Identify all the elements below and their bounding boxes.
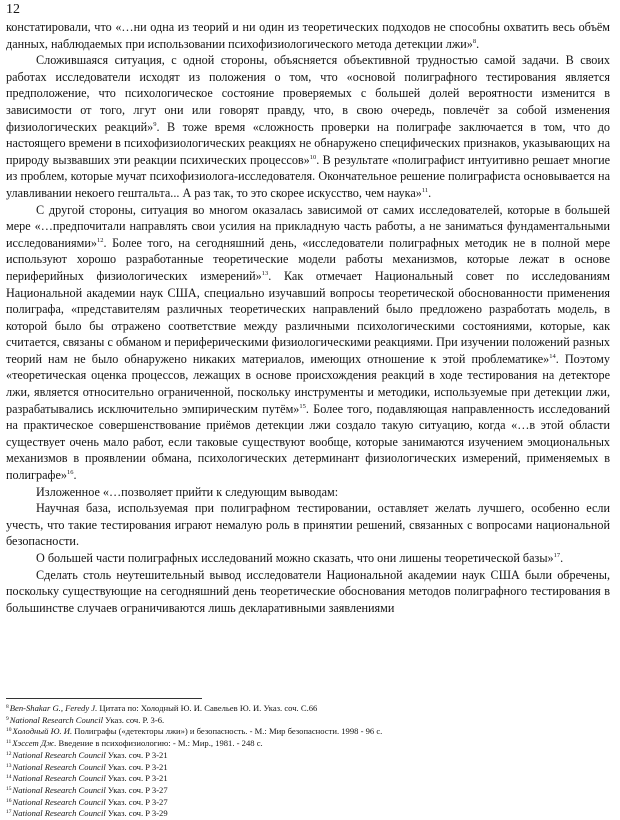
paragraph xyxy=(6,484,610,501)
footnote xyxy=(6,761,610,773)
footnote-number: 16 xyxy=(6,797,12,804)
footnote-author: Холодный Ю. И. xyxy=(12,726,73,737)
text-run: С другой стороны, ситуация во многом оказалась зависимой от самих исследователей, которые в большей мере «…предпочитали направлять свои усилия на прикладную часть работы, а не заниматься фундаментальными исследованиями» xyxy=(6,202,610,250)
footnote-author: National Research Council xyxy=(12,808,106,819)
footnote-ref[interactable]: 15 xyxy=(299,402,306,410)
text-run: . Поэтому «теоретическая оценка процессов, лежащих в основе происхождения реакций в ходе тестирования на детекторе лжи, является относительно ограниченной, поскольку инструменты и методики, используемые при детекции лжи, разрабатывались исключительно эмпирическим путём» xyxy=(6,351,610,416)
footnote-ref[interactable]: 11 xyxy=(421,186,429,194)
text-run: Сделать столь неутешительный вывод исследователи Национальной академии наук США были обречены, поскольку существующие на сегодняшний день теоретические обоснования методов полиграфного тестирования в большинстве случаев ограничиваются лишь декларативными заявлениями xyxy=(6,567,610,615)
text-run: . В тоже время «сложность проверки на полиграфе заключается в том, что до настоящего времени в психофизиологических реакциях не обнаружено специфических признаков, указывающих на природу вызвавших эти реакции психических процессов» xyxy=(6,119,610,167)
text-run: . В результате «полиграфист интуитивно решает многие из проблем, которые мучат психофизиолога-исследователя. Окончательное решение полиграфиста основывается на улавливании некоего гештальта... А раз так, то это скорее искусство, чем наука» xyxy=(6,152,610,200)
footnote xyxy=(6,725,610,737)
footnote-ref[interactable]: 9 xyxy=(153,120,157,128)
paragraph xyxy=(6,202,610,484)
footnote xyxy=(6,784,610,796)
footnote xyxy=(6,702,610,714)
footnote xyxy=(6,772,610,784)
footnote-text: Указ. соч. Р. 3-6. xyxy=(103,714,165,725)
footnote-number: 17 xyxy=(6,809,12,816)
footnote xyxy=(6,737,610,749)
footnote-ref[interactable]: 17 xyxy=(553,552,561,559)
footnote-text: Полиграфы («детекторы лжи») и безопасность. - М.: Мир безопасности. 1998 - 96 с. xyxy=(72,726,383,737)
text-run: О большей части полиграфных исследований можно сказать, что они лишены теоретической базы» xyxy=(36,551,554,565)
text-run: Научная база, используемая при полиграфном тестировании, оставляет желать лучшего, особенно если учесть, что такие тестирования играют немалую роль в принятии решений, связанных с вопросами национальной безопасности. xyxy=(6,501,610,549)
text-run: . xyxy=(560,551,564,565)
text-run: констатировали, что «…ни одна из теорий и ни один из теоретических подходов не способны охватить весь объём данных, наблюдаемых при использовании психофизиологического метода детекции лжи» xyxy=(6,20,610,51)
footnote-author: Ben-Shakar G., Feredy J. xyxy=(9,703,98,713)
footnote-ref[interactable]: 13 xyxy=(261,269,269,277)
footnote xyxy=(6,796,610,808)
footnote xyxy=(6,714,610,726)
footnote-number: 14 xyxy=(6,774,12,781)
footnote-number: 11 xyxy=(6,739,12,746)
footnote-ref[interactable]: 16 xyxy=(66,469,74,477)
footnote-author: Хэссет Дж. xyxy=(12,738,57,749)
text-run: Изложенное «…позволяет прийти к следующим выводам: xyxy=(36,484,339,499)
paragraph xyxy=(6,500,610,550)
footnote-text: Цитата по: Холодный Ю. И. Савельев Ю. И. Указ. соч. С.66 xyxy=(97,703,318,713)
footnote-text: Введение в психофизиологию: - М.: Мир., 1981. - 248 с. xyxy=(56,738,263,749)
text-run: Сложившаяся ситуация, с одной стороны, объясняется объективной трудностью самой задачи. В своих работах исследователи исходят из положения о том, что «основой полиграфного тестирования является предположение, что психологическое состояние проверяемых с большей долей вероятности изменится в зависимости от того, лгут они или говорят правду, что, в свою очередь, повлечёт за собой изменения физиологических реакций» xyxy=(6,53,610,134)
text-run: . xyxy=(428,185,432,200)
footnote-number: 15 xyxy=(6,785,12,792)
footnote-ref[interactable]: 14 xyxy=(549,352,556,360)
text-run: . Как отмечает Национальный совет по исследованиям Национальной академии наук США, специально изучавший вопросы теоретической обоснованности применения полиграфа, «представителям различных теоретических направлений было предложено разработать модель, в которой было бы отражено соответствие между различными психологическими состояниями, которые, как считается, связаны с обманом и периферическими физиологическими реакциями. При изучении положений разных теорий нам не было обнаружено никаких материалов, имеющих отношение к этой проблематике» xyxy=(6,268,610,366)
text-run: . Более того, на сегодняшний день, «исследователи полиграфных методик не в полной мере используют хорошо разработанные теоретические модели работы механизмов, которые лежат в основе периферийных физиологических измерений» xyxy=(6,235,610,283)
footnote-ref[interactable]: 10 xyxy=(309,153,317,161)
page-number: 12 xyxy=(6,2,20,17)
footnote-divider xyxy=(6,698,202,699)
body-text xyxy=(6,19,610,616)
footnote-author: National Research Council xyxy=(12,796,106,807)
footnote-author: National Research Council xyxy=(12,761,106,772)
footnote-text: Указ. соч. P 3-21 xyxy=(105,773,168,784)
text-run: . xyxy=(476,36,480,51)
paragraph xyxy=(6,567,610,617)
footnote-text: Указ. соч. P 3-21 xyxy=(105,749,168,760)
footnote-author: National Research Council xyxy=(12,749,106,760)
footnote-number: 13 xyxy=(6,762,12,769)
footnote-text: Указ. соч. P 3-27 xyxy=(105,784,168,795)
footnote-number: 8 xyxy=(6,704,9,710)
footnote-number: 12 xyxy=(6,750,12,757)
footnote xyxy=(6,807,610,819)
footnote-ref[interactable]: 8 xyxy=(472,37,477,45)
footnote-ref[interactable]: 12 xyxy=(96,236,104,244)
footnote-author: National Research Council xyxy=(12,784,106,795)
footnote xyxy=(6,749,610,761)
footnote-author: National Research Council xyxy=(12,773,106,784)
paragraph xyxy=(6,19,610,52)
footnote-text: Указ. соч. P 3-27 xyxy=(105,796,168,807)
footnote-number: 9 xyxy=(6,715,9,722)
paragraph xyxy=(6,550,610,567)
footnotes xyxy=(6,702,610,819)
footnote-author: National Research Council xyxy=(9,714,103,725)
text-run: . xyxy=(73,468,77,483)
text-run: . Более того, подавляющая направленность исследований на практическое совершенствование приёмов детекции лжи создало такую ситуацию, когда «…в этой области существует очень мало работ, если таковые существуют вообще, которые занимаются изучением эмоциональных механизмов в проявлении обмана, психологических детерминант физиологических измерений, применяемых в полиграфе» xyxy=(6,401,610,483)
footnote-text: Указ. соч. P 3-29 xyxy=(105,808,168,819)
footnote-number: 10 xyxy=(6,727,12,734)
paragraph xyxy=(6,52,610,201)
footnote-text: Указ. соч. P 3-21 xyxy=(105,761,168,772)
